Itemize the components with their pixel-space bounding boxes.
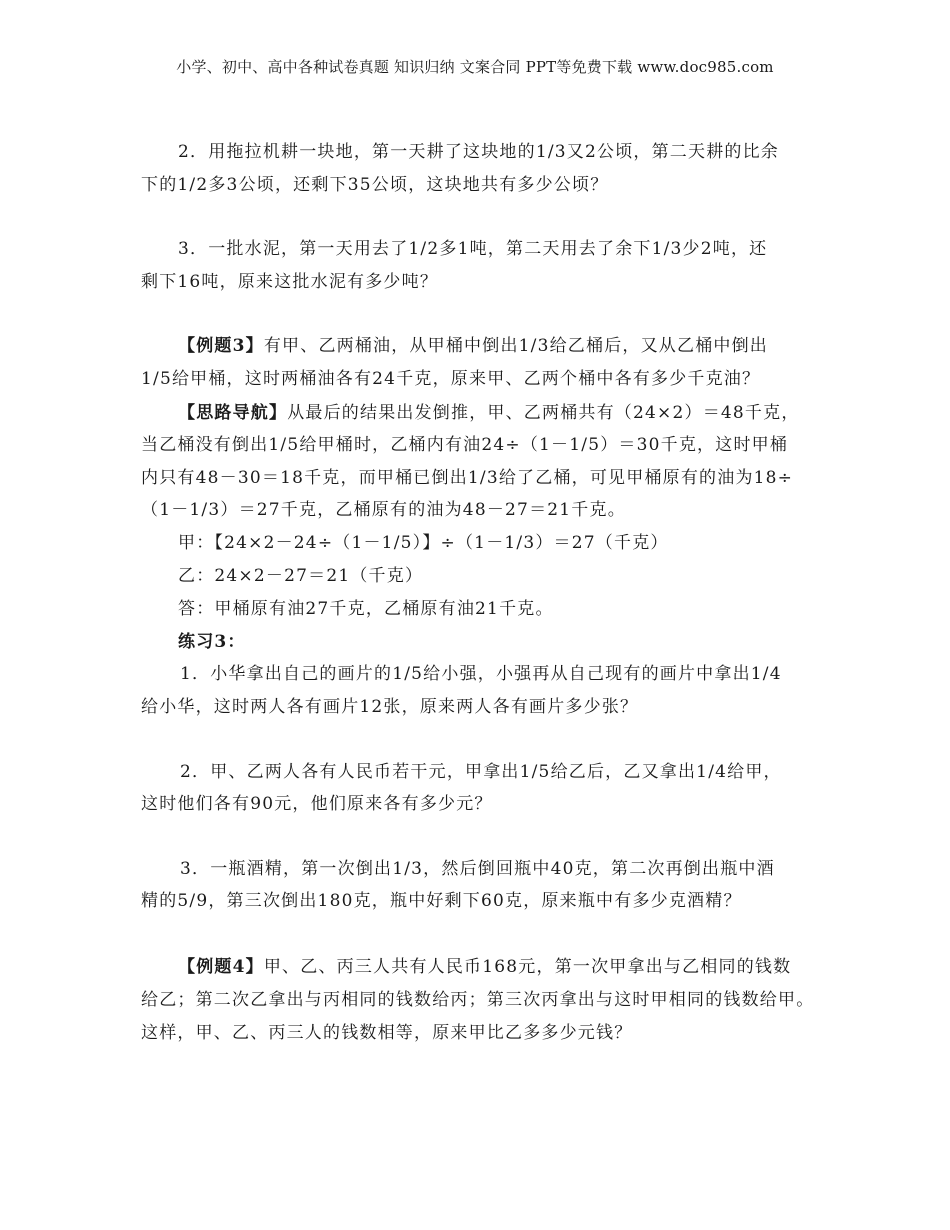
practice3-q3-line1: 3．一瓶酒精，第一次倒出1/3，然后倒回瓶中40克，第二次再倒出瓶中酒 [180, 859, 775, 879]
practice3-q2-line1: 2．甲、乙两人各有人民币若干元，甲拿出1/5给乙后，乙又拿出1/4给甲， [180, 762, 782, 782]
guide-text: 从最后的结果出发倒推，甲、乙两桶共有（24×2）＝48千克， [287, 403, 800, 423]
example4-line2: 给乙；第二次乙拿出与丙相同的钱数给丙；第三次丙拿出与这时甲相同的钱数给甲。 [141, 990, 815, 1010]
practice2-q3-line2: 剩下16吨，原来这批水泥有多少吨？ [141, 272, 439, 292]
calc-jia: 甲：【24×2－24÷（1－1/5）】÷（1－1/3）＝27（千克） [178, 533, 669, 553]
practice2-q2-line2: 下的1/2多3公顷，还剩下35公顷，这块地共有多少公顷？ [141, 175, 609, 195]
example3-text: 有甲、乙两桶油，从甲桶中倒出1/3给乙桶后，又从乙桶中倒出 [263, 336, 769, 356]
practice2-q3-line1: 3．一批水泥，第一天用去了1/2多1吨，第二天用去了余下1/3少2吨，还 [178, 239, 768, 259]
example3-answer: 答：甲桶原有油27千克，乙桶原有油21千克。 [178, 599, 554, 619]
practice2-q2-line1: 2．用拖拉机耕一块地，第一天耕了这块地的1/3又2公顷，第二天耕的比余 [178, 142, 779, 162]
guide-line4: （1－1/3）＝27千克，乙桶原有的油为48－27＝21千克。 [141, 500, 626, 520]
example3-line2: 1/5给甲桶，这时两桶油各有24千克，原来甲、乙两个桶中各有多少千克油？ [141, 369, 761, 389]
example4-line1 [178, 952, 791, 977]
page-header: 小学、初中、高中各种试卷真题 知识归纳 文案合同 PPT等免费下载 www.doc985.com [176, 58, 774, 76]
example4-line3: 这样，甲、乙、丙三人的钱数相等，原来甲比乙多多少元钱？ [141, 1023, 633, 1043]
guide-line3: 内只有48－30＝18千克，而甲桶已倒出1/3给了乙桶，可见甲桶原有的油为18÷ [141, 468, 794, 488]
calc-yi: 乙：24×2－27＝21（千克） [178, 566, 424, 586]
guide-line2: 当乙桶没有倒出1/5给甲桶时，乙桶内有油24÷（1－1/5）＝30千克，这时甲桶 [141, 435, 789, 455]
practice3-q3-line2: 精的5/9，第三次倒出180克，瓶中好剩下60克，原来瓶中有多少克酒精？ [141, 891, 742, 911]
example3-label: 【例题3】 [178, 336, 264, 356]
practice3-q1-line2: 给小华，这时两人各有画片12张，原来两人各有画片多少张？ [141, 697, 639, 717]
guide-label: 【思路导航】 [178, 403, 288, 423]
practice3-title: 练习3： [178, 632, 246, 652]
practice3-q1-line1: 1．小华拿出自己的画片的1/5给小强，小强再从自己现有的画片中拿出1/4 [180, 664, 782, 684]
example4-label: 【例题4】 [178, 957, 264, 977]
example4-text: 甲、乙、丙三人共有人民币168元，第一次甲拿出与乙相同的钱数 [263, 957, 792, 977]
practice3-q2-line2: 这时他们各有90元，他们原来各有多少元？ [141, 794, 493, 814]
guide-line1 [178, 398, 800, 423]
example3-line1 [178, 331, 768, 356]
